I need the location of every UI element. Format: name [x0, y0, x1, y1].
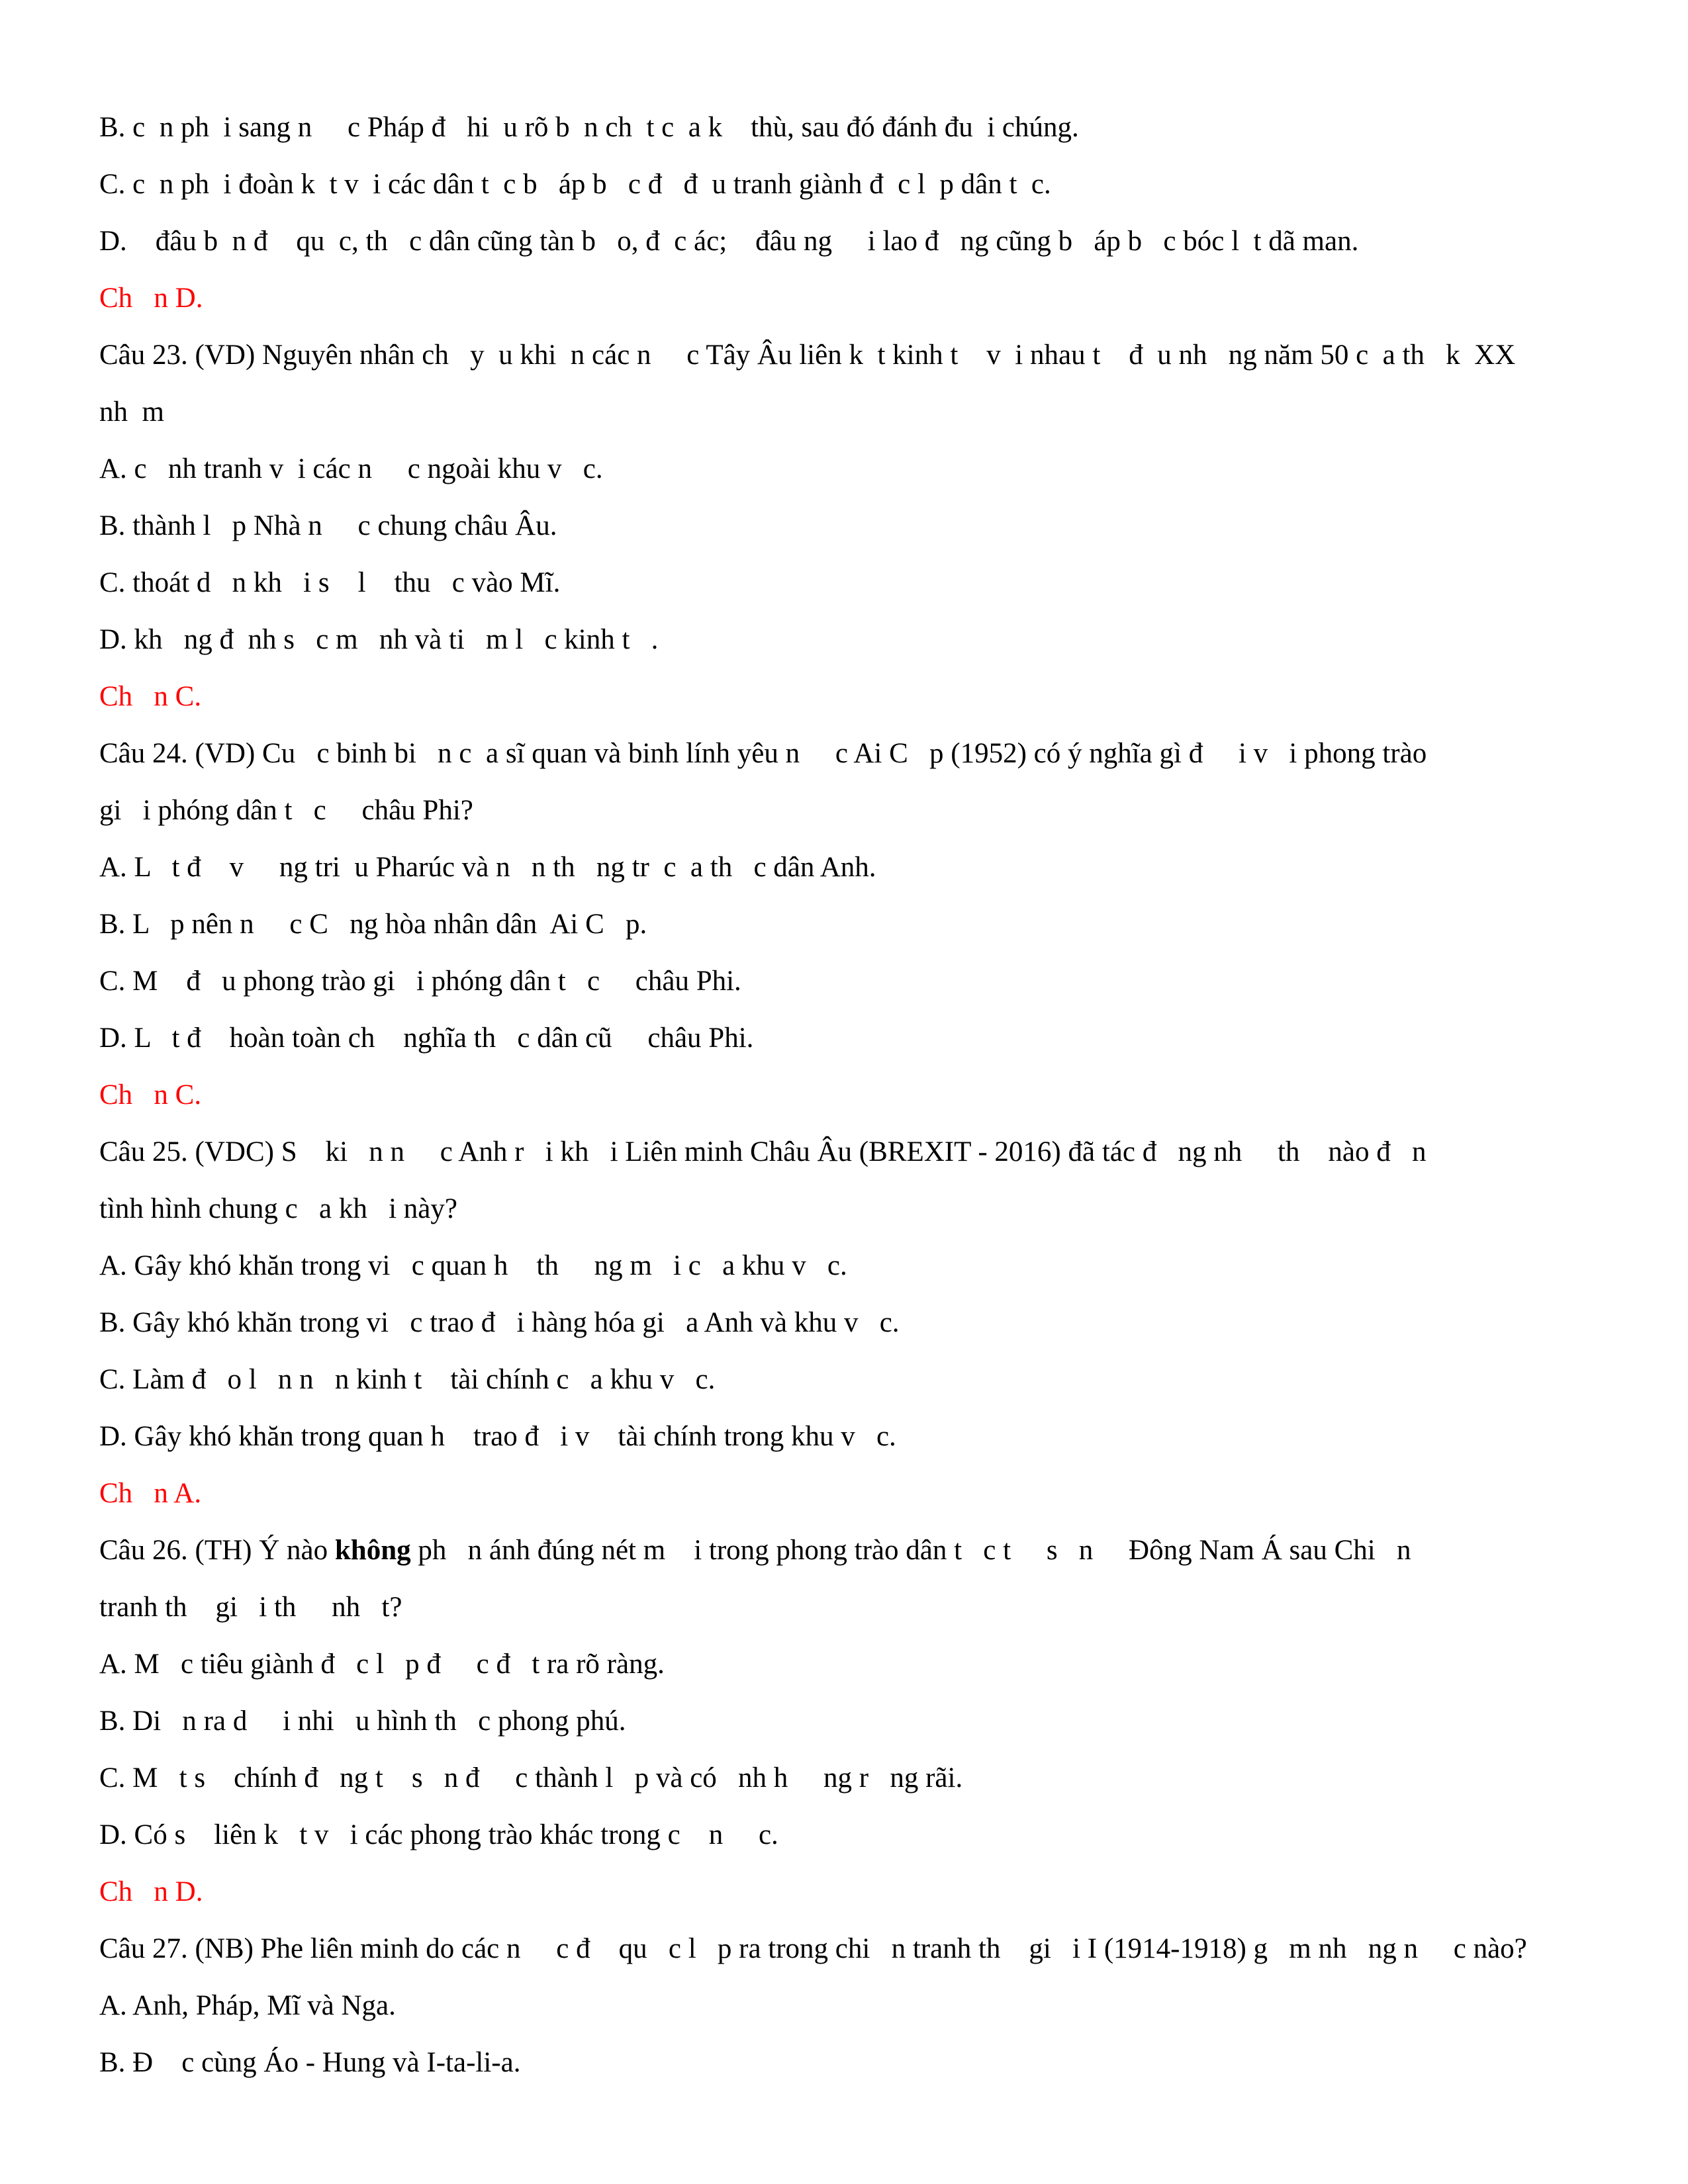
q26-option-c: C. M t s chính đ ng t s n đ c thành l p và có nh h ng r ng rãi.: [99, 1762, 963, 1794]
q24-question-cont: gi i phóng dân t c châu Phi?: [99, 795, 473, 826]
q25-question-cont: tình hình chung c a kh i này?: [99, 1193, 457, 1224]
q26-negation-bold: không: [334, 1535, 411, 1566]
q23-answer: Ch n C.: [99, 681, 202, 712]
q27-option-a: A. Anh, Pháp, Mĩ và Nga.: [99, 1990, 396, 2021]
q26-question-cont: tranh th gi i th nh t?: [99, 1592, 402, 1623]
q23-option-a: A. c nh tranh v i các n c ngoài khu v c.: [99, 453, 603, 484]
q27-question: Câu 27. (NB) Phe liên minh do các n c đ qu c l p ra trong chi n tranh th gi i I (1914-1918) g m nh ng n c nào?: [99, 1933, 1527, 1964]
q26-question-start: Câu 26. (TH) Ý nào: [99, 1535, 335, 1566]
q23-option-b: B. thành l p Nhà n c chung châu Âu.: [99, 510, 557, 541]
q23-question: Câu 23. (VD) Nguyên nhân ch y u khi n các n c Tây Âu liên k t kinh t v i nhau t đ u nh ng năm 50 c a th k XX: [99, 340, 1516, 371]
document-page: [99, 99, 1589, 2091]
q24-question: Câu 24. (VD) Cu c binh bi n c a sĩ quan và binh lính yêu n c Ai C p (1952) có ý nghĩa gì đ i v i phong trào: [99, 738, 1427, 769]
q23-option-c: C. thoát d n kh i s l thu c vào Mĩ.: [99, 567, 561, 598]
q26-answer: Ch n D.: [99, 1876, 203, 1907]
q23-question-cont: nh m: [99, 396, 164, 428]
q26-option-d: D. Có s liên k t v i các phong trào khác trong c n c.: [99, 1819, 778, 1850]
q24-option-c: C. M đ u phong trào gi i phóng dân t c châu Phi.: [99, 966, 741, 997]
q22-option-c: C. c n ph i đoàn k t v i các dân t c b áp b c đ đ u tranh giành đ c l p dân t c.: [99, 169, 1051, 200]
q22-option-d: D. đâu b n đ qu c, th c dân cũng tàn b o, đ c ác; đâu ng i lao đ ng cũng b áp b c bóc l t dã man.: [99, 226, 1359, 257]
q25-option-a: A. Gây khó khăn trong vi c quan h th ng m i c a khu v c.: [99, 1250, 847, 1281]
q23-option-d: D. kh ng đ nh s c m nh và ti m l c kinh t .: [99, 624, 659, 655]
q26-option-a: A. M c tiêu giành đ c l p đ c đ t ra rõ ràng.: [99, 1649, 665, 1680]
q24-option-b: B. L p nên n c C ng hòa nhân dân Ai C p.: [99, 909, 647, 940]
q25-answer: Ch n A.: [99, 1478, 202, 1509]
q26-question: [99, 1522, 1589, 1579]
q27-option-b: B. Đ c cùng Áo - Hung và I-ta-li-a.: [99, 2047, 521, 2078]
q25-option-c: C. Làm đ o l n n n kinh t tài chính c a khu v c.: [99, 1364, 716, 1395]
q24-option-a: A. L t đ v ng tri u Pharúc và n n th ng tr c a th c dân Anh.: [99, 852, 876, 883]
q25-option-b: B. Gây khó khăn trong vi c trao đ i hàng hóa gi a Anh và khu v c.: [99, 1307, 900, 1338]
q26-question-end: ph n ánh đúng nét m i trong phong trào dân t c t s n Đông Nam Á sau Chi n: [410, 1535, 1411, 1566]
q22-option-b: B. c n ph i sang n c Pháp đ hi u rõ b n ch t c a k thù, sau đó đánh đu i chúng.: [99, 112, 1079, 143]
q22-answer: Ch n D.: [99, 283, 203, 314]
q26-option-b: B. Di n ra d i nhi u hình th c phong phú.: [99, 1706, 626, 1737]
q25-question: Câu 25. (VDC) S ki n n c Anh r i kh i Liên minh Châu Âu (BREXIT - 2016) đã tác đ ng nh th nào đ n: [99, 1136, 1427, 1167]
q25-option-d: D. Gây khó khăn trong quan h trao đ i v tài chính trong khu v c.: [99, 1421, 896, 1452]
q24-answer: Ch n C.: [99, 1079, 202, 1111]
q24-option-d: D. L t đ hoàn toàn ch nghĩa th c dân cũ châu Phi.: [99, 1023, 754, 1054]
